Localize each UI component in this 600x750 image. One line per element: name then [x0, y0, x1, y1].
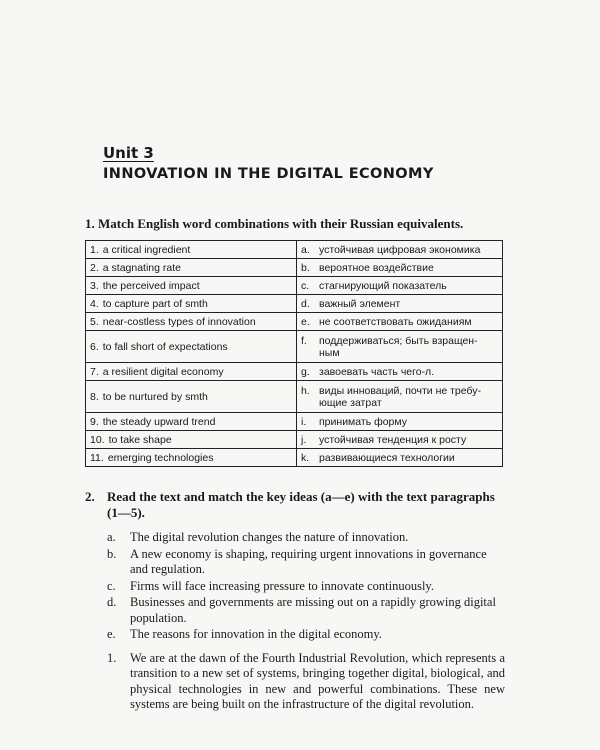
equivalent-letter: e.	[301, 315, 310, 328]
key-idea	[85, 530, 505, 546]
term-number: 8.	[90, 390, 99, 403]
term-number: 2.	[90, 261, 99, 274]
equivalent-text: поддерживаться; быть взращен-ным	[319, 334, 478, 359]
text-paragraph-1	[85, 651, 505, 713]
equivalent-letter: d.	[301, 297, 310, 310]
russian-equivalent	[301, 416, 498, 428]
term-number: 6.	[90, 340, 99, 353]
key-idea-letter: c.	[107, 578, 116, 593]
key-idea-letter: a.	[107, 530, 116, 544]
english-term-cell	[86, 259, 297, 277]
russian-equivalent	[301, 280, 498, 292]
term-number: 11.	[90, 451, 104, 464]
equivalent-letter: c.	[301, 279, 310, 292]
english-term-cell	[86, 449, 297, 467]
english-term-cell	[86, 363, 297, 381]
russian-equivalent	[301, 335, 498, 359]
english-term: near-costless types of innovation	[102, 315, 256, 328]
key-ideas-list	[85, 530, 505, 643]
english-term: to capture part of smth	[102, 297, 208, 310]
russian-equivalent	[301, 244, 498, 256]
equivalent-text: принимать форму	[319, 415, 407, 428]
matching-row	[86, 313, 503, 331]
matching-row	[86, 413, 503, 431]
english-term-cell	[86, 331, 297, 363]
russian-equivalent-cell	[297, 449, 503, 467]
english-term-cell	[86, 413, 297, 431]
equivalent-text: завоевать часть чего-л.	[319, 365, 435, 378]
equivalent-text: важный элемент	[319, 297, 401, 310]
english-term-cell	[86, 431, 297, 449]
english-term: to fall short of expectations	[102, 340, 228, 353]
exercise-2	[85, 489, 505, 713]
english-term: a stagnating rate	[102, 261, 181, 274]
russian-equivalent	[301, 452, 498, 464]
key-idea	[85, 595, 505, 626]
russian-equivalent-cell	[297, 363, 503, 381]
english-term: a critical ingredient	[102, 243, 191, 256]
term-number: 4.	[90, 297, 99, 310]
equivalent-text: развивающиеся технологии	[319, 451, 455, 464]
matching-row	[86, 295, 503, 313]
russian-equivalent-cell	[297, 277, 503, 295]
unit-label: Unit 3	[103, 144, 154, 162]
equivalent-text: устойчивая цифровая экономика	[319, 243, 481, 256]
english-term: the steady upward trend	[102, 415, 216, 428]
english-term-cell	[86, 381, 297, 413]
equivalent-text: не соответствовать ожиданиям	[319, 315, 472, 328]
matching-table	[85, 240, 503, 467]
english-term-cell	[86, 241, 297, 259]
russian-equivalent-cell	[297, 331, 503, 363]
equivalent-letter: h.	[301, 384, 310, 397]
russian-equivalent	[301, 316, 498, 328]
russian-equivalent-cell	[297, 313, 503, 331]
equivalent-letter: b.	[301, 261, 310, 274]
english-term-cell	[86, 277, 297, 295]
russian-equivalent-cell	[297, 431, 503, 449]
key-idea-text: Businesses and governments are missing out on a rapidly growing digital population.	[130, 595, 496, 625]
key-idea	[85, 547, 505, 578]
russian-equivalent-cell	[297, 241, 503, 259]
russian-equivalent-cell	[297, 413, 503, 431]
equivalent-text: стагнирующий показатель	[319, 279, 447, 292]
matching-row	[86, 241, 503, 259]
matching-row	[86, 449, 503, 467]
unit-title: INNOVATION IN THE DIGITAL ECONOMY	[103, 166, 434, 182]
russian-equivalent-cell	[297, 259, 503, 277]
key-idea	[85, 627, 505, 643]
paragraph-text: We are at the dawn of the Fourth Industrial Revolution, which represents a transition to a new set of systems, bringing together digital, biological, and physical technologies in new and powerful combinations. These new systems are being built on the infrastructure of the digital revolution.	[130, 650, 505, 711]
equivalent-letter: f.	[301, 334, 307, 347]
equivalent-letter: a.	[301, 243, 310, 256]
key-idea-letter: d.	[107, 595, 117, 609]
russian-equivalent-cell	[297, 295, 503, 313]
russian-equivalent	[301, 434, 498, 446]
english-term: the perceived impact	[102, 279, 200, 292]
english-term: a resilient digital economy	[102, 365, 224, 378]
equivalent-text: виды инноваций, почти не требу-ющие затрат	[319, 384, 482, 409]
key-idea-letter: e.	[107, 627, 116, 641]
key-idea-text: A new economy is shaping, requiring urgent innovations in governance and regulation.	[130, 546, 487, 576]
english-term: to be nurtured by smth	[102, 390, 208, 403]
russian-equivalent	[301, 366, 498, 378]
english-term: to take shape	[108, 433, 172, 446]
english-term: emerging technologies	[107, 451, 214, 464]
term-number: 1.	[90, 243, 99, 256]
equivalent-letter: i.	[301, 415, 307, 428]
key-idea-text: Firms will face increasing pressure to innovate continuously.	[130, 578, 434, 593]
exercise-1-heading: 1. Match English word combinations with their Russian equivalents.	[85, 216, 464, 231]
equivalent-letter: k.	[301, 451, 310, 464]
matching-row	[86, 381, 503, 413]
term-number: 3.	[90, 279, 99, 292]
matching-row	[86, 431, 503, 449]
russian-equivalent	[301, 298, 498, 310]
key-idea-letter: b.	[107, 546, 117, 561]
russian-equivalent	[301, 262, 498, 274]
exercise-2-number: 2.	[85, 489, 95, 504]
russian-equivalent	[301, 385, 498, 409]
equivalent-text: устойчивая тенденция к росту	[319, 433, 467, 446]
matching-row	[86, 277, 503, 295]
matching-row	[86, 259, 503, 277]
english-term-cell	[86, 313, 297, 331]
matching-row	[86, 331, 503, 363]
key-idea-text: The digital revolution changes the nature of innovation.	[130, 530, 409, 544]
matching-row	[86, 363, 503, 381]
russian-equivalent-cell	[297, 381, 503, 413]
term-number: 5.	[90, 315, 99, 328]
equivalent-letter: g.	[301, 365, 310, 378]
key-idea	[85, 579, 505, 595]
key-idea-text: The reasons for innovation in the digital economy.	[130, 627, 382, 641]
term-number: 10.	[90, 433, 105, 446]
equivalent-text: вероятное воздействие	[319, 261, 434, 274]
term-number: 9.	[90, 415, 99, 428]
term-number: 7.	[90, 365, 99, 378]
paragraph-number: 1.	[107, 650, 117, 665]
exercise-2-heading-text: Read the text and match the key ideas (a—e) with the text paragraphs (1—5).	[107, 489, 495, 520]
equivalent-letter: j.	[301, 433, 307, 446]
english-term-cell	[86, 295, 297, 313]
exercise-2-heading	[85, 489, 505, 521]
